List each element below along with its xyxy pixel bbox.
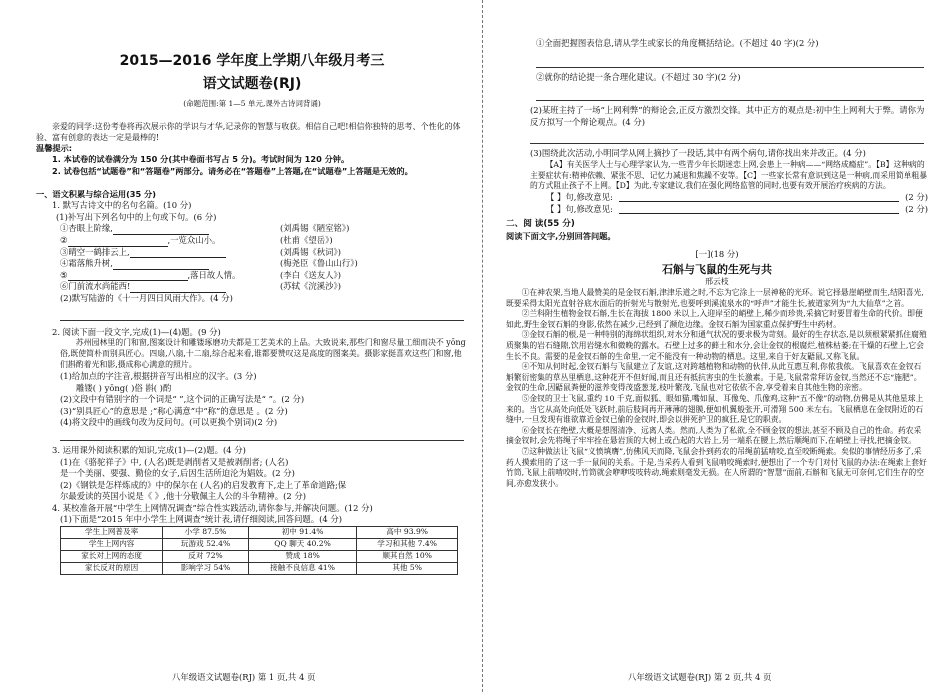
table-cell: 影响学习 54% — [163, 563, 249, 575]
poem-line: ⑥门前流水尚能西! — [60, 281, 131, 292]
tip-2: 2. 试卷包括“试题卷”和“答题卷”两部分。请务必在“答题卷”上答题,在“试题卷”上答题是无效的。 — [52, 165, 413, 176]
answer-blank[interactable] — [130, 283, 226, 293]
answer-line[interactable] — [530, 132, 924, 144]
answer-blank[interactable] — [619, 192, 899, 202]
fix-label: 【 】句,修改意见: — [546, 192, 613, 203]
article-author: 邢云枝 — [705, 277, 729, 287]
fix-score: (2 分) — [905, 203, 928, 214]
poem-line: ⑤ — [60, 269, 68, 280]
article-paragraph: ⑦这种做法让飞鼠“义愤填膺”,仿佛风天而降,飞鼠会扑到药农的吊绳前猛啃咬,直至咬断绳索。矣似的事情经历多了,采药人摸索用的了这一手一鼠间的关系。于是,当采药人看到飞鼠啃咬绳索时,便想出了一个专门对付飞鼠的办法:在绳索上套好竹筒,飞鼠上前啃咬时,竹筒就会咿咿吱吱转动,绳索则毫发无损。在人所谓的“智慧”面前,石斛和飞鼠无可奈何,它们生存的空间,亦愈发狭小。 — [506, 447, 927, 488]
table-cell: 其他 5% — [357, 563, 458, 575]
question-3-2: (2)《钢铁是怎样炼成的》中的保尔在 (人名)的启发教育下,走上了革命道路;保 — [60, 479, 347, 490]
poem-line: ①杏眼上阶缘, — [60, 223, 113, 234]
table-cell: 赞成 18% — [248, 551, 356, 563]
footer-right: 八年级语文试题卷(RJ) 第 2 页,共 4 页 — [628, 672, 772, 682]
question-3-1: (1)在《骆驼祥子》中, (人名)既是剥削者又是被剥削者; (人名) — [60, 456, 289, 467]
question-2-3: (3)“别具匠心”的意思是 ;“称心满意”中“称”的意思是 。(2 分) — [60, 405, 288, 416]
table-cell: 反对 72% — [163, 551, 249, 563]
table-cell: 玩游戏 52.4% — [163, 539, 249, 551]
answer-blank[interactable] — [113, 225, 209, 235]
article-paragraph: ③金钗石斛的根,是一种特别的海绵状组织,对水分和通气状况的要求极为苛刻。最好的生存状态,是以须根紧紧抓住腐殖质聚集的岩石缝隙,饮用岩缝水和微晚的露水。石壁上过多的藓土和水分,会让金钗的根腐烂,植株枯萎;在干燥的石壁上,它会生长不良。需要的是金钗石斛的生命里,一定不能没有一种动物的栖息。这里,来自于好友鼯鼠,又称飞鼠。 — [506, 330, 927, 361]
question-4-1: (1)下面是“2015 年中小学生上网调查”统计表,请仔细阅读,回答问题。(4 分) — [60, 514, 342, 525]
answer-line[interactable] — [536, 89, 924, 101]
table-cell: 学习和其他 7.4% — [357, 539, 458, 551]
section-2-instructions: 阅读下面文字,分别回答问题。 — [506, 231, 616, 242]
answer-line[interactable] — [60, 309, 464, 321]
reading-part-label: [一](18 分) — [695, 248, 739, 259]
fix-label: 【 】句,修改意见: — [546, 203, 613, 214]
right-column — [506, 38, 928, 489]
answer-blank[interactable] — [68, 237, 168, 247]
poem-line: ② — [60, 235, 68, 246]
answer-blank[interactable] — [68, 271, 188, 281]
table-cell: 学生上网内容 — [61, 539, 163, 551]
footer-left: 八年级语文试题卷(RJ) 第 1 页,共 4 页 — [172, 672, 316, 682]
question-4-2: (2)某班主持了一场“上网利弊”的辩论会,正反方激烈交锋。其中正方的观点是:初中生上网利大于弊。请你为反方拟写一个辩论观点。(4 分) — [530, 105, 925, 127]
poem-row — [36, 281, 468, 293]
poem-row — [36, 247, 468, 259]
question-3-1-cont: 是一个美丽、要强、勤俭的女子,后因生活所迫沦为娼妓。(2 分) — [60, 468, 295, 479]
page-divider — [482, 0, 483, 692]
table-cell: 顺其自然 10% — [357, 551, 458, 563]
poem-source: (杜甫《望岳》) — [280, 235, 333, 246]
fix-score: (2 分) — [905, 192, 928, 203]
poem-source: (李白《送友人》) — [280, 269, 341, 280]
article-paragraph: ⑤金钗的卫士飞鼠,重约 10 千克,面似狐、眼如猫,嘴如鼠、耳像兔、爪像鸡,这种“五不像”的动物,仿佛是从其他星球上来的。当它从高处向低处飞跃时,前后肢间再开薄薄的翅膜,便如机翼般张开,可滑翔 500 米左右。飞鼠栖息在金钗附近的石缝中,一旦发现有谁欲靠近金钗已偷的金钗时,即会以拼死护卫的疯狂,是它的职责。 — [506, 394, 924, 425]
question-2: 2. 阅读下面一段文字,完成(1)—(4)题。(9 分) — [52, 326, 221, 337]
article-title: 石斛与飞鼠的生死与共 — [662, 263, 772, 277]
article-paragraph: ②兰科附生植物金钗石斛,生长在海拔 1800 米以上,入迎岸至的峭壁上,稀少而珍贵,采摘它时要冒着生命的代价。即便如此,野生金钗石斛的身影,依然在减少,已经到了濒危边缘。金钗石斛为国家重点保护野生中药材。 — [506, 309, 923, 329]
fix-row — [506, 204, 928, 216]
question-4-1-a: ①全面把握图表信息,请从学生或家长的角度概括结论。(不超过 40 字)(2 分) — [536, 38, 819, 48]
fix-row — [506, 192, 928, 204]
poem-row — [36, 223, 468, 235]
answer-blank[interactable] — [130, 248, 226, 258]
poem-row — [36, 235, 468, 247]
section-2-title: 二、阅 读(55 分) — [506, 219, 575, 230]
poem-line: ③晴空一鹤排云上, — [60, 246, 130, 257]
question-2-1: (1)给加点的字注音,根据拼音写出相应的汉字。(3 分) — [60, 370, 257, 381]
poem-line-tail: ,落日故人情。 — [187, 269, 241, 280]
poem-line-tail: ,一览众山小。 — [167, 235, 221, 246]
question-4-3-passage: 【A】有关医学人士与心理学家认为,一些青少年长期迷恋上网,会患上一种病——“网络成瘾症”。【B】这种病的主要症状有:精神依赖、紧张不思、记忆力减退和焦躁不安等。【C】一些家长常有意识到这是一种病,而采用简单粗暴的方式阻止孩子不上网。【D】为此,专家建议,我们在强化网络监管的同时,也要有效开展治疗疾病的方法。 — [530, 159, 928, 191]
question-4: 4. 某校准备开展“中学生上网情况调查”综合性实践活动,请你参与,并解决问题。(12 分) — [52, 502, 373, 513]
poem-source: (刘禹锡《秋词》) — [280, 246, 341, 257]
tips-title: 温馨提示: — [36, 143, 73, 154]
question-3: 3. 运用课外阅读积累的知识,完成(1)—(2)题。(4 分) — [52, 444, 246, 455]
tip-1: 1. 本试卷的试卷满分为 150 分(其中卷面书写占 5 分)。考试时间为 120 分钟。 — [52, 154, 350, 165]
section-1-title: 一、语文积累与综合运用(35 分) — [36, 188, 156, 199]
table-cell: 学生上网普及率 — [61, 527, 163, 539]
table-cell: 小学 87.5% — [163, 527, 249, 539]
exam-title: 2015—2016 学年度上学期八年级月考三 — [119, 53, 385, 69]
table-row — [61, 563, 458, 575]
question-4-3: (3)围绕此次活动,小明同学从网上摘抄了一段话,其中有两个病句,请你找出来并改正。(4 分) — [530, 148, 866, 159]
poem-row — [36, 258, 468, 270]
survey-table — [60, 526, 458, 575]
exam-subtitle: 语文试题卷(RJ) — [202, 76, 302, 93]
answer-blank[interactable] — [113, 260, 209, 270]
poem-row — [36, 270, 468, 282]
table-cell: 家长反对的原因 — [61, 563, 163, 575]
table-cell: QQ 聊天 40.2% — [248, 539, 356, 551]
question-2-1-items: 雕镂( ) yōng( )俗 斟( )酌 — [76, 382, 172, 393]
answer-line[interactable] — [60, 429, 464, 441]
answer-blank[interactable] — [619, 204, 899, 214]
table-row — [61, 539, 458, 551]
table-cell: 家长对上网的态度 — [61, 551, 163, 563]
question-4-1-b: ②就你的结论提一条合理化建议。(不超过 30 字)(2 分) — [536, 71, 741, 82]
poem-source: (刘禹锡《陋室铭》) — [280, 223, 350, 234]
article-paragraph: ①在神农架,当地人最赞美的是金钗石斛,津津乐道之时,不忘为它涂上一层神秘的光环。说它择悬崖峭壁而生,结阳喜光,既要采得太阳光直射谷底水面后的折射光与散射光,也要呼到溪流泉水的“呼声”才能生长,被道家列为“九大仙草”之首。 — [506, 288, 924, 308]
greeting-text: 亲爱的同学:这份考卷将再次展示你的学识与才华,记录你的智慧与收获。相信自己吧!相信你独特的思考、个性化的体验、富有创意的表达一定是最棒的! — [36, 121, 461, 142]
poem-source: (梅尧臣《鲁山山行》) — [280, 258, 358, 269]
table-row — [61, 551, 458, 563]
exam-range: (命题范围:第 1—5 单元,课外古诗词背诵) — [183, 98, 321, 108]
left-column — [36, 0, 468, 575]
question-1-2: (2)默写陆游的《十一月四日风雨大作》。(4 分) — [60, 293, 233, 304]
article-paragraph: ④不知从何时起,金钗石斛与飞鼠建立了友谊,这对跨越植物和动物的伙伴,从此互惠互利,你侬我侬。飞鼠喜欢在金钗石斛繁衍密集的草丛里栖息,这种花开不但好闻,而且还有抵抗害虫的生长激素。于是,飞鼠常常拜访金钗,当然还不忘“施肥”。金钗的生命,因鼯鼠粪便的滋养变得茂盛葱茏,枝叶繁茂,飞鼠也对它依依不舍,享受着来自其他生物的亲密。 — [506, 362, 922, 393]
question-2-2: (2)文段中有错别字的一个词是“ ”,这个词的正确写法是“ ”。(2 分) — [60, 394, 305, 405]
table-cell: 接触不良信息 41% — [248, 563, 356, 575]
table-row — [61, 527, 458, 539]
poem-source: (苏轼《浣溪沙》) — [280, 281, 341, 292]
question-1: 1. 默写古诗文中的名句名篇。(10 分) — [52, 200, 192, 211]
question-2-passage: 苏州园林里的门和窗,图案设计和雕镂琢磨功夫都是工艺美术的上品。大致说来,那些门和窗尽量工细而决不 yōng 俗,既使简朴而别具匠心。四扇,八扇,十二扇,综合起来看,谁都要赞叹这是高度的图案美。摄影家挺喜欢这些门和窗,他们斟酌着光和影,摄成称心满意的照片。 — [60, 338, 466, 370]
table-cell: 高中 93.9% — [357, 527, 458, 539]
question-1-1: (1)补写出下列名句中的上句或下句。(6 分) — [56, 211, 217, 222]
answer-line[interactable] — [536, 56, 924, 68]
article-paragraph: ⑥金钗长在绝壁,大概是想图清净、远离人类。然而,人类为了私欲,全不顾金钗的想法,甚至不顾及自己的性命。药农采摘金钗时,会先将绳子牢牢拴在悬岩顶的大树上或凸起的大岩上,另一端系在腰上,然后顺绳而下,在峭壁上寻找,把摘金钗。 — [506, 425, 922, 446]
question-2-4: (4)将文段中的画线句改为反问句。(可以更换个别词)(2 分) — [60, 417, 278, 428]
question-3-2-cont: 尔最爱读的英国小说是《 》,他十分敬佩主人公的斗争精神。(2 分) — [60, 491, 306, 502]
table-cell: 初中 91.4% — [248, 527, 356, 539]
poem-line: ④霜落熊升树, — [60, 258, 113, 269]
